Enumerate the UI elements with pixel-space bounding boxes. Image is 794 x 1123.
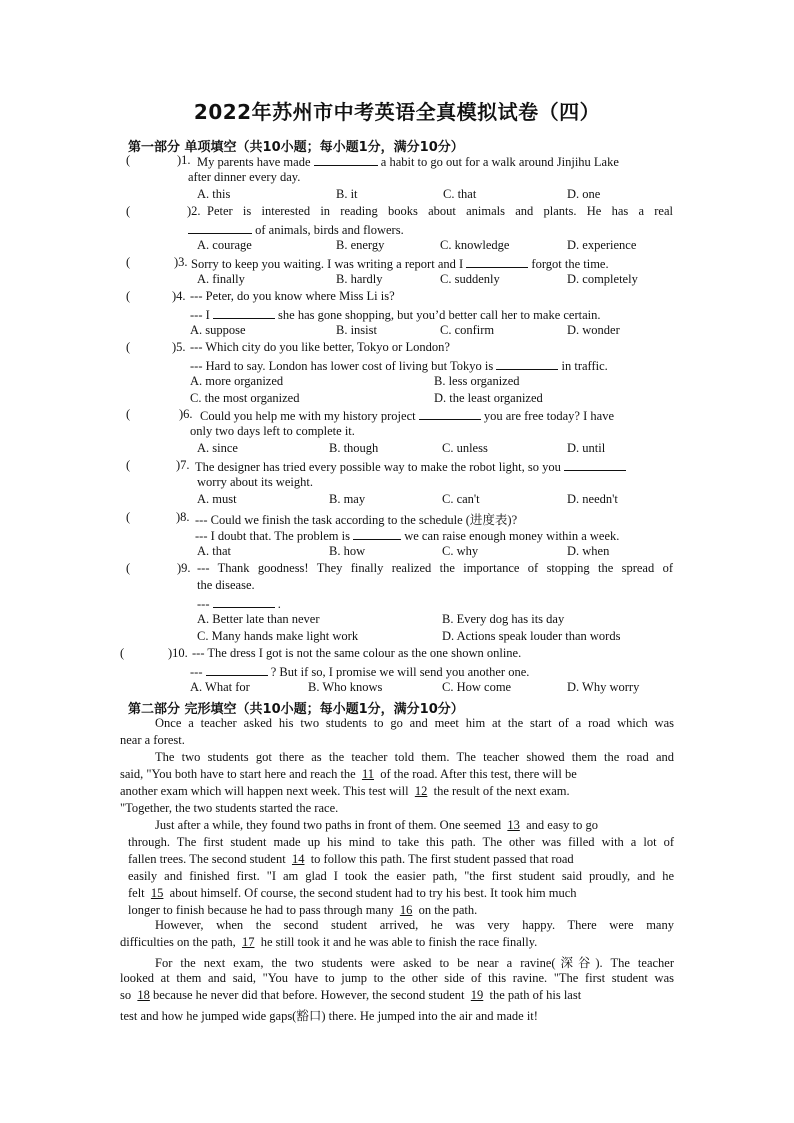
cloze-blank-12[interactable]: 12: [414, 784, 428, 798]
cloze-blank-13[interactable]: 13: [507, 818, 520, 832]
option-c[interactable]: C. suddenly: [440, 272, 500, 286]
option-b[interactable]: B. less organized: [434, 374, 520, 388]
cloze-blank-15[interactable]: 15: [150, 886, 164, 900]
option-a[interactable]: A. must: [197, 492, 237, 506]
option-a[interactable]: A. that: [197, 544, 232, 558]
option-a[interactable]: A. Better late than never: [197, 612, 320, 626]
option-a[interactable]: A. courage: [197, 238, 252, 252]
question-number: )7.: [176, 458, 190, 472]
question-number: )1.: [177, 153, 191, 167]
option-b[interactable]: B. Every dog has its day: [442, 612, 565, 626]
option-a[interactable]: A. since: [197, 441, 238, 455]
answer-bracket[interactable]: (: [126, 407, 131, 421]
question-number: )2.: [187, 204, 201, 218]
answer-bracket[interactable]: (: [126, 289, 131, 303]
answer-bracket[interactable]: (: [120, 646, 125, 660]
section1-heading: 第一部分 单项填空（共10小题；每小题1分，满分10分）: [128, 140, 464, 155]
option-b[interactable]: B. Who knows: [308, 680, 383, 694]
cloze-blank-18[interactable]: 18: [137, 988, 150, 1002]
exam-page: 2022年苏州市中考英语全真模拟试卷（四） 第一部分 单项填空（共10小题；每小题1分，满分10分） ( )1. My parents have made a habit to go out for a walk around Jinjihu Lake after dinner every day. A. this B. it C. that D. one ( )2. Peter is interested in reading books about animals and plants. He has a real of animals, birds and flowers. A. courage B. energy C. knowledge D. experience ( )3. Sorry to keep you waiting. I was writing a report and I forgot the time. A. finally B. hardly C. suddenly D. completely ( )4. --- Peter, do you know where Miss Li is? --- I she has gone shopping, but you’d better call her to make certain. A. suppose B. insist C. confirm D. wonder ( )5. --- Which city do you like better, Tokyo or London? --- Hard to say. London has lower cost of living but Tokyo is in traffic. A. more organized B. less organized C. the most organized D. the least organized ( )6. Could you help me with my history project you are free today? I have only two days left to complete it. A. since B. though C. unless D. until ( )7. The designer has tried every possible way to make the robot light, so you worry about its weight. A. must B. may C. can't D. needn't ( )8. --- Could we finish the task according to the schedule (进度表)? --- I doubt that. The problem is we can raise enough money within a week. A. that B. how C. why D. when ( )9. --- Thank goodness! They finally realized the importance of stopping the spread of the disease. --- . A. Better late than never B. Every dog has its day C. Many hands make light work D. Actions speak louder than words ( )10. --- The dress I got is not the same colour as the one shown online. --- ? But if so, I promise we will send you another one. A. What for B. Who knows C. How come D. Why worry 第二部分 完形填空（共10小题；每小题1分，满分10分） Once a teacher asked his two students to go and meet him at the start of a road which was near a forest. The two students got there as the teacher told them. The teacher showed them the road and said, "You both have to start here and reach the 11 of the road. After this test, there will be another exam which will happen next week. This test will 12 the result of the next exam. "Together, the two students started the race. Just after a while, they found two paths in front of them. One seemed 13 and easy to go through. The first student made up his mind to take this path. The other was filled with a lot of fallen trees. The second student 14 to follow this path. The first student passed that road easily and finished first. "I am glad I took the easier path, "the first student said proudly, and he felt 15 about himself. Of course, the second student had to try his best. It took him much longer to finish because he had to pass through many 16 on the path. However, when the second student arrived, he was very happy. There were many difficulties on the path, 17 he still took it and he was able to finish the race finally. For the next exam, the two students were asked to be near a ravine(深谷). The teacher looked at them and said, "You have to jump to the other side of this ravine. "The first student was so 18 because he never did that before. However, the second student 19 the path of his last test and how he jumped wide gaps(豁口) there. He jumped into the air and made it!: [0, 0, 794, 1123]
option-d[interactable]: D. needn't: [567, 492, 618, 506]
option-d[interactable]: D. wonder: [567, 323, 620, 337]
answer-bracket[interactable]: (: [126, 561, 131, 575]
question-number: )8.: [176, 510, 190, 524]
cloze-blank-17[interactable]: 17: [241, 935, 255, 949]
option-d[interactable]: D. Actions speak louder than words: [442, 629, 621, 643]
option-b[interactable]: B. how: [329, 544, 366, 558]
answer-bracket[interactable]: (: [126, 458, 131, 472]
answer-blank[interactable]: [314, 153, 378, 166]
option-a[interactable]: A. this: [197, 187, 231, 201]
answer-blank[interactable]: [206, 663, 268, 676]
answer-blank[interactable]: [213, 306, 275, 319]
answer-bracket[interactable]: (: [126, 340, 131, 354]
question-number: )3.: [174, 255, 188, 269]
option-c[interactable]: C. why: [442, 544, 479, 558]
question-number: )9.: [177, 561, 191, 575]
answer-blank[interactable]: [419, 407, 481, 420]
cloze-blank-14[interactable]: 14: [291, 852, 305, 866]
option-d[interactable]: D. Why worry: [567, 680, 640, 694]
option-b[interactable]: B. though: [329, 441, 379, 455]
option-d[interactable]: D. when: [567, 544, 610, 558]
option-c[interactable]: C. that: [443, 187, 477, 201]
option-b[interactable]: B. hardly: [336, 272, 383, 286]
question-number: )10.: [168, 646, 188, 660]
option-a[interactable]: A. finally: [197, 272, 245, 286]
option-c[interactable]: C. Many hands make light work: [197, 629, 359, 643]
section2-heading: 第二部分 完形填空（共10小题；每小题1分，满分10分）: [128, 702, 464, 717]
option-d[interactable]: D. completely: [567, 272, 638, 286]
option-c[interactable]: C. confirm: [440, 323, 495, 337]
cloze-blank-11[interactable]: 11: [361, 767, 375, 781]
answer-blank[interactable]: [564, 458, 626, 471]
option-c[interactable]: C. How come: [442, 680, 512, 694]
option-c[interactable]: C. the most organized: [190, 391, 300, 405]
option-b[interactable]: B. energy: [336, 238, 385, 252]
option-a[interactable]: A. more organized: [190, 374, 284, 388]
cloze-blank-16[interactable]: 16: [399, 903, 413, 917]
option-c[interactable]: C. knowledge: [440, 238, 510, 252]
answer-blank[interactable]: [466, 255, 528, 268]
option-d[interactable]: D. one: [567, 187, 601, 201]
option-c[interactable]: C. can't: [442, 492, 480, 506]
option-d[interactable]: D. the least organized: [434, 391, 543, 405]
answer-blank[interactable]: [353, 527, 401, 540]
question-number: )4.: [172, 289, 186, 303]
page-title: 2022年苏州市中考英语全真模拟试卷（四）: [193, 100, 601, 124]
option-b[interactable]: B. insist: [336, 323, 377, 337]
answer-blank[interactable]: [496, 357, 558, 370]
option-a[interactable]: A. What for: [190, 680, 250, 694]
answer-bracket[interactable]: (: [126, 255, 131, 269]
answer-bracket[interactable]: (: [126, 204, 131, 218]
answer-bracket[interactable]: (: [126, 510, 131, 524]
option-b[interactable]: B. may: [329, 492, 366, 506]
cloze-blank-19[interactable]: 19: [470, 988, 484, 1002]
option-c[interactable]: C. unless: [442, 441, 488, 455]
answer-blank[interactable]: [188, 221, 252, 234]
answer-blank[interactable]: [213, 595, 275, 608]
answer-bracket[interactable]: (: [126, 153, 131, 167]
option-d[interactable]: D. experience: [567, 238, 637, 252]
option-d[interactable]: D. until: [567, 441, 606, 455]
option-a[interactable]: A. suppose: [190, 323, 246, 337]
option-b[interactable]: B. it: [336, 187, 358, 201]
question-number: )6.: [179, 407, 193, 421]
question-number: )5.: [172, 340, 186, 354]
